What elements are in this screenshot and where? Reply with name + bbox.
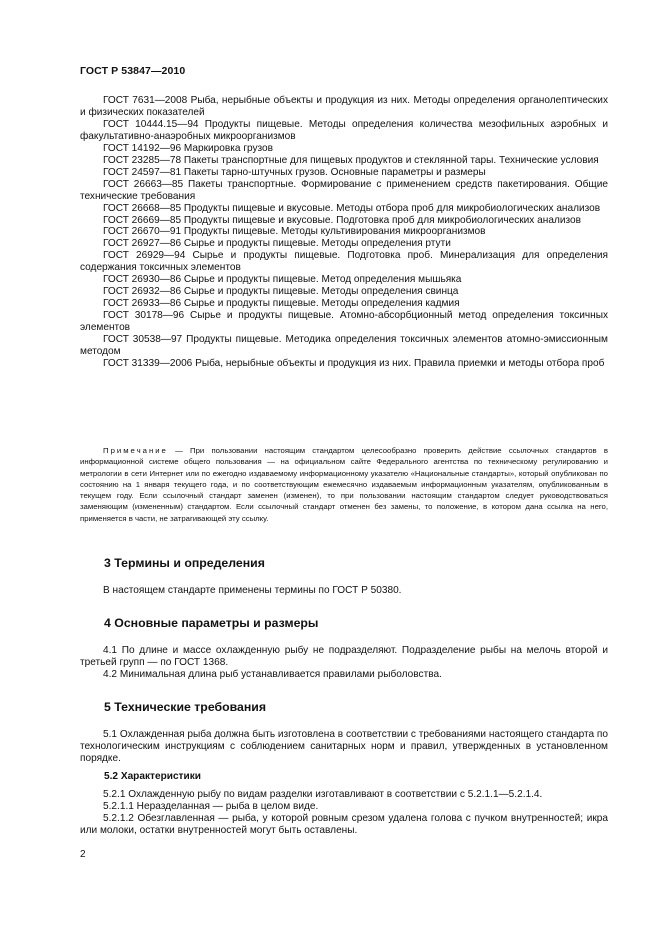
reference-item: ГОСТ 31339—2006 Рыба, нерыбные объекты и продукция из них. Правила приемки и методы отбора проб — [103, 357, 605, 369]
reference-item: ГОСТ 26668—85 Продукты пищевые и вкусовые. Методы отбора проб для микробиологических анализов — [103, 202, 601, 214]
standard-id-header: ГОСТ Р 53847—2010 — [80, 65, 186, 77]
section-5-body-2 — [80, 789, 608, 837]
reference-item: ГОСТ 26933—86 Сырье и продукты пищевые. Методы определения кадмия — [103, 298, 460, 310]
reference-item: ГОСТ 26932—86 Сырье и продукты пищевые. Методы определения свинца — [103, 286, 459, 298]
reference-item: ГОСТ 7631—2008 Рыба, нерыбные объекты и продукция из них. Методы определения органолептических и физических показателей — [80, 95, 608, 118]
reference-item: ГОСТ 26663—85 Пакеты транспортные. Формирование с применением средств пакетирования. Общие технические требования — [80, 178, 608, 202]
subsection-5-2-title: 5.2 Характеристики — [104, 771, 201, 782]
section-5-paragraph-4: 5.2.1.2 Обезглавленная — рыба, у которой ровным срезом удалена голова с пучком внутренностей; икра или молоки, остатки внутренностей могут быть оставлены. — [80, 813, 608, 837]
section-4-title: 4 Основные параметры и размеры — [104, 616, 319, 630]
section-5-body-1 — [80, 729, 608, 765]
section-3-text: В настоящем стандарте применены термины по ГОСТ Р 50380. — [103, 585, 402, 596]
normative-references-list — [80, 95, 608, 370]
reference-item: ГОСТ 30178—96 Сырье и продукты пищевые. Атомно-абсорбционный метод определения токсичных элементов — [80, 310, 608, 334]
references-note — [80, 445, 608, 524]
reference-item: ГОСТ 23285—78 Пакеты транспортные для пищевых продуктов и стеклянной тары. Технические условия — [103, 154, 599, 166]
reference-item: ГОСТ 30538—97 Продукты пищевые. Методика определения токсичных элементов атомно-эмиссионным методом — [80, 334, 608, 358]
page-number: 2 — [80, 849, 86, 860]
section-4-paragraph-2: 4.2 Минимальная длина рыб устанавливается правилами рыболовства. — [103, 669, 442, 681]
reference-item: ГОСТ 26929—94 Сырье и продукты пищевые. Подготовка проб. Минерализация для определения содержания токсичных элементов — [80, 250, 608, 274]
note-label: Примечание — [103, 446, 168, 455]
section-4-body — [80, 645, 608, 681]
section-3-title: 3 Термины и определения — [104, 556, 265, 570]
note-text: — При пользовании настоящим стандартом целесообразно проверить действие ссылочных стандартов в информационной системе общего пользования — на официальном сайте Федерального агентства по техническому регулированию и метрологии в сети Интернет или по ежегодно издаваемому информационному указателю «Национальные стандарты», который опубликован по состоянию на 1 января текущего года, и по соответствующим ежемесячно издаваемым информационным указателям, опубликованным в текущем году. Если ссылочный стандарт заменен (изменен), то при пользовании настоящим стандартом следует руководствоваться заменяющим (измененным) стандартом. Если ссылочный стандарт отменен без замены, то положение, в котором дана ссылка на него, применяется в части, не затрагивающей эту ссылку. — [80, 446, 608, 523]
reference-item: ГОСТ 24597—81 Пакеты тарно-штучных грузов. Основные параметры и размеры — [103, 166, 486, 178]
reference-item: ГОСТ 26927—86 Сырье и продукты пищевые. Методы определения ртути — [103, 238, 451, 250]
section-3-body — [80, 585, 608, 597]
reference-item: ГОСТ 26930—86 Сырье и продукты пищевые. Метод определения мышьяка — [103, 274, 462, 286]
reference-item: ГОСТ 10444.15—94 Продукты пищевые. Методы определения количества мезофильных аэробных и факультативно-анаэробных микроорганизмов — [80, 118, 608, 142]
reference-item: ГОСТ 26670—91 Продукты пищевые. Методы культивирования микроорганизмов — [103, 226, 486, 238]
reference-item: ГОСТ 26669—85 Продукты пищевые и вкусовые. Подготовка проб для микробиологических анализов — [103, 214, 581, 226]
section-4-paragraph-1: 4.1 По длине и массе охлажденную рыбу не подразделяют. Подразделение рыбы на мелочь второй и третьей групп — по ГОСТ 1368. — [80, 645, 608, 669]
reference-item: ГОСТ 14192—96 Маркировка грузов — [103, 142, 274, 154]
section-5-paragraph-1: 5.1 Охлажденная рыба должна быть изготовлена в соответствии с требованиями настоящего стандарта по технологическим инструкциям с соблюдением санитарных норм и правил, утвержденных в установленном порядке. — [80, 729, 608, 765]
section-5-paragraph-2: 5.2.1 Охлажденную рыбу по видам разделки изготавливают в соответствии с 5.2.1.1—5.2.1.4. — [103, 789, 543, 800]
section-5-title: 5 Технические требования — [104, 700, 266, 714]
section-5-paragraph-3: 5.2.1.1 Неразделанная — рыба в целом виде. — [103, 801, 319, 813]
